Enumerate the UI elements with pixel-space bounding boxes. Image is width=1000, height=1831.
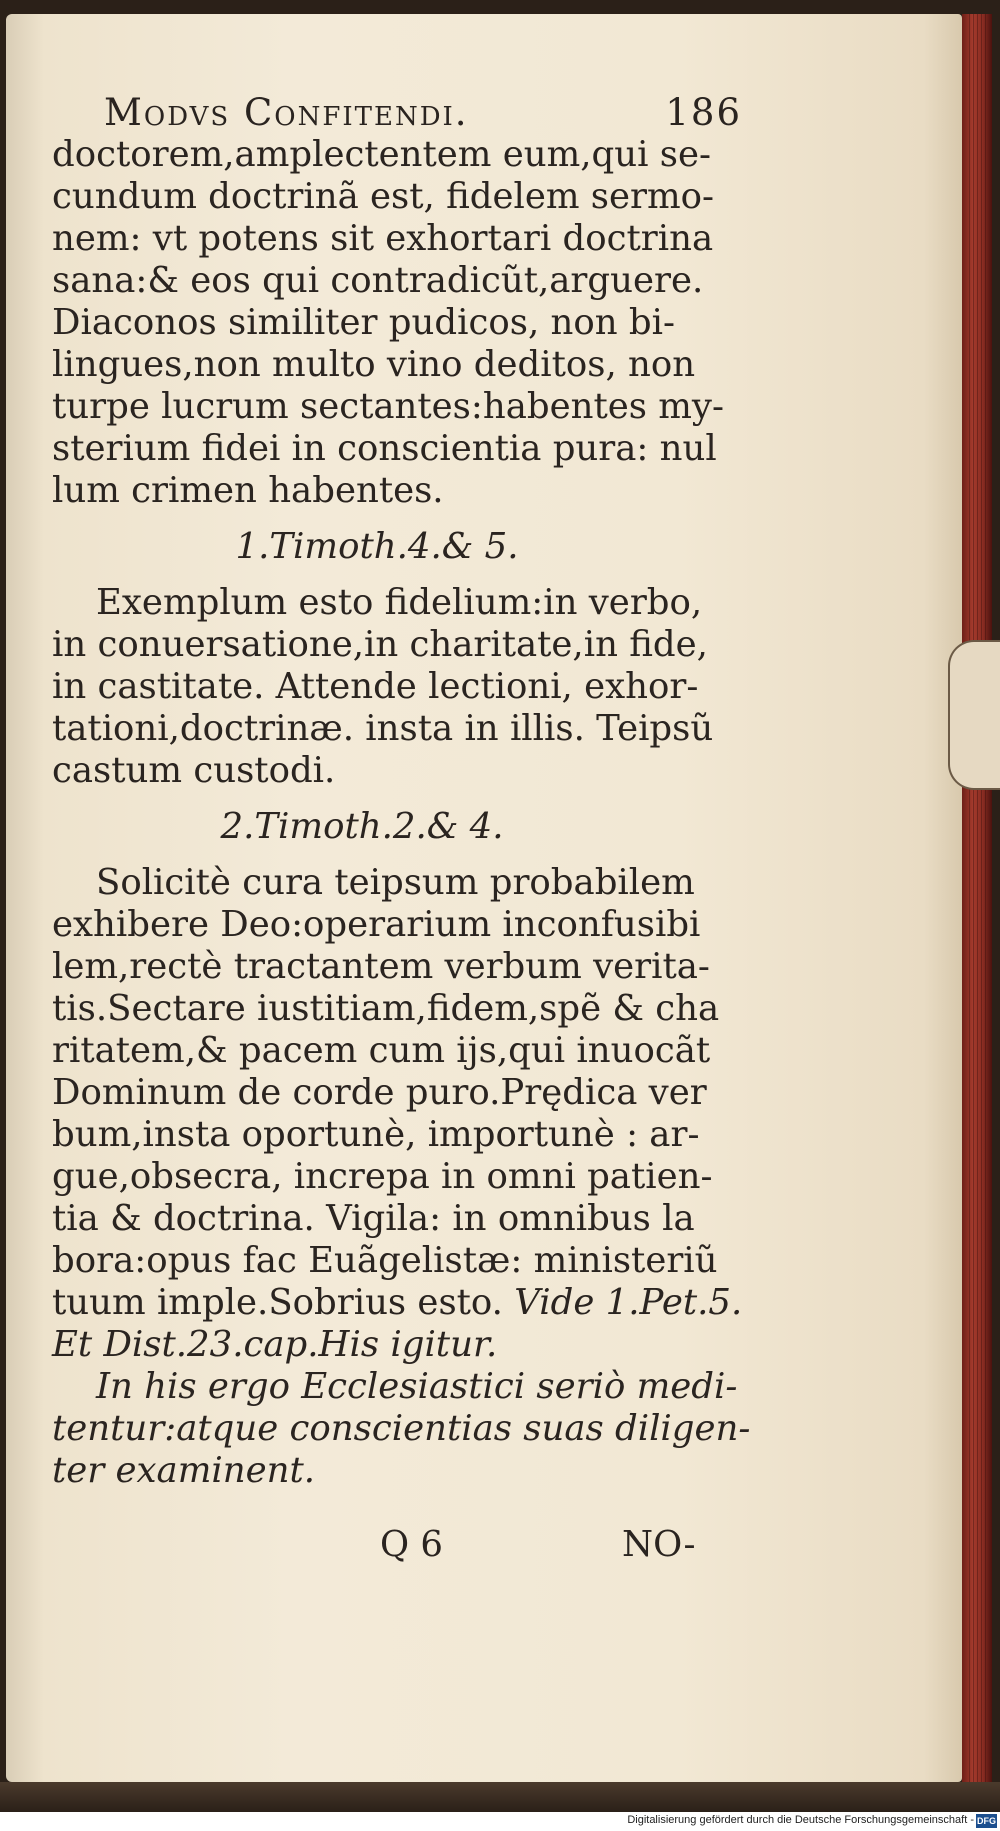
credit-bar: [0, 1812, 1000, 1831]
text-line: tationi,doctrinæ. insta in illis. Teipsũ: [52, 708, 714, 749]
text-line: bora:opus fac Euãgelistæ: ministeriũ: [52, 1240, 718, 1281]
text-line: in castitate. Attende lectioni, exhor-: [52, 666, 699, 707]
text-line: tentur:atque conscientias suas diligen-: [52, 1408, 751, 1449]
catchword: NO-: [622, 1524, 696, 1565]
bookmark-tab: [948, 640, 1000, 790]
scripture-reference: 2.Timoth.2.& 4.: [220, 806, 504, 847]
page-footer: [52, 1523, 712, 1567]
running-head-title: Modvs Confitendi.: [104, 91, 469, 134]
text-line: Diaconos similiter pudicos, non bi-: [52, 302, 675, 343]
text-line: bum,insta oportunè, importunè : ar-: [52, 1114, 700, 1155]
text-line: [52, 1282, 742, 1324]
text-line: Solicitè cura teipsum probabilem: [96, 862, 695, 903]
text-line: tis.Sectare iustitiam,fidem,spẽ & cha: [52, 988, 720, 1029]
text-line: ritatem,& pacem cum ijs,qui inuocãt: [52, 1030, 711, 1071]
text-line-content: tuum imple.Sobrius esto.: [52, 1282, 503, 1323]
text-line: doctorem,amplectentem eum,qui se-: [52, 134, 711, 175]
signature-mark: Q 6: [380, 1524, 443, 1565]
paragraph-2: [52, 582, 742, 792]
paragraph-3: [52, 862, 742, 1366]
text-line: lem,rectè tractantem verbum verita-: [52, 946, 710, 987]
text-line: sterium fidei in conscientia pura: nul: [52, 428, 717, 469]
closing-paragraph: [52, 1366, 751, 1492]
text-line: exhibere Deo:operarium inconfusibi: [52, 904, 701, 945]
page-text: [52, 91, 751, 1492]
book-bottom-edge: [0, 1782, 1000, 1812]
cross-reference: Vide 1.Pet.5.: [514, 1282, 743, 1323]
running-head: [52, 92, 742, 134]
text-line: cundum doctrinã est, fidelem sermo-: [52, 176, 715, 217]
text-line: lum crimen habentes.: [52, 470, 444, 511]
text-line: gue,obsecra, increpa in omni patien-: [52, 1156, 713, 1197]
text-line: Exemplum esto fidelium:in verbo,: [96, 582, 703, 623]
text-line: in conuersatione,in charitate,in fide,: [52, 624, 708, 665]
paragraph-1: [52, 134, 742, 512]
scripture-reference: 1.Timoth.4.& 5.: [235, 526, 519, 567]
text-line: Dominum de corde puro.Prędica ver: [52, 1072, 707, 1113]
book-fore-edge-pages: [966, 14, 988, 1782]
text-line: tia & doctrina. Vigila: in omnibus la: [52, 1198, 695, 1239]
text-line: castum custodi.: [52, 750, 336, 791]
text-line: sana:& eos qui contradicũt,arguere.: [52, 260, 704, 301]
text-line: In his ergo Ecclesiastici seriò medi-: [96, 1366, 738, 1407]
text-line: turpe lucrum sectantes:habentes my-: [52, 386, 724, 427]
text-line: lingues,non multo vino deditos, non: [52, 344, 696, 385]
page-number: 186: [665, 91, 742, 134]
canon-citation: Et Dist.23.cap.His igitur.: [52, 1324, 498, 1365]
text-line: ter examinent.: [52, 1450, 316, 1491]
text-line: nem: vt potens sit exhortari doctrina: [52, 218, 714, 259]
dfg-logo: DFG: [977, 1816, 996, 1826]
credit-text: Digitalisierung gefördert durch die Deutsche Forschungsgemeinschaft -: [627, 1814, 974, 1826]
